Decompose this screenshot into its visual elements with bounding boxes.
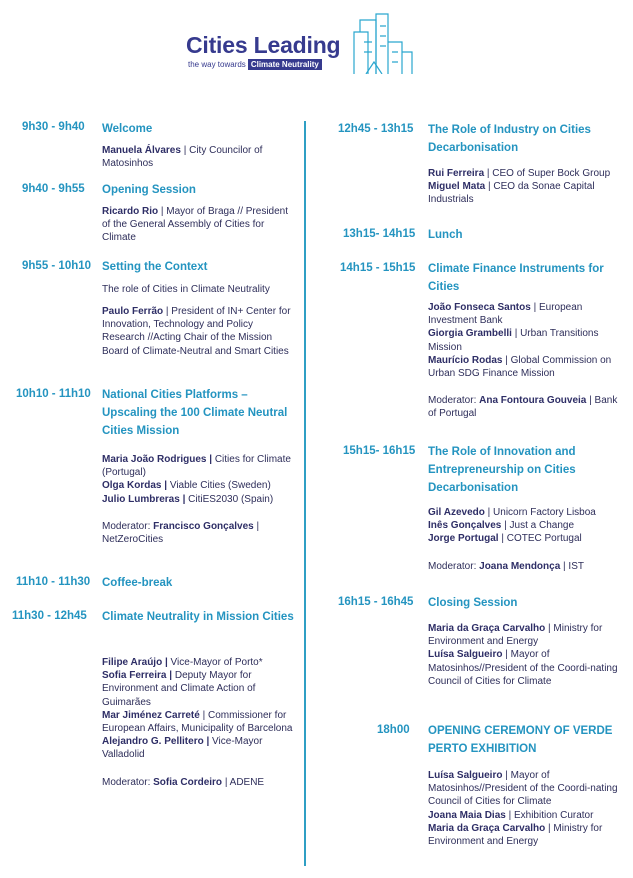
speaker-role: | COTEC Portugal — [498, 533, 582, 545]
speaker-role: | Commissioner for European Affairs, Municipality of Barcelona — [102, 709, 293, 735]
column-divider — [304, 121, 306, 866]
session-title: Closing Session — [428, 597, 518, 609]
speaker-role: | Just a Change — [501, 520, 575, 532]
session-speakers — [102, 144, 292, 170]
speaker-name: Julio Lumbreras | — [102, 493, 186, 505]
session-speakers — [428, 167, 628, 207]
moderator-label: Moderator: — [428, 560, 480, 572]
speaker-name: Maria João Rodrigues | — [102, 454, 213, 465]
speaker-role: | Mayor of Matosinhos//President of the Coordi-nating Council of Cities for Climate — [428, 770, 618, 808]
session-title: Setting the Context — [102, 261, 208, 273]
session-time: 13h15- 14h15 — [343, 228, 416, 240]
speaker-role: | Mayor of Braga // President of the General Assembly of Cities for Climate — [102, 206, 289, 244]
session-title: National Cities Platforms – Upscaling the 100 Climate Neutral Cities Mission — [102, 389, 288, 437]
speaker-role: | Exhibition Curator — [505, 809, 594, 821]
skyline-logo-icon — [346, 12, 416, 74]
session-speakers — [102, 305, 297, 358]
header-logo — [186, 12, 426, 82]
speaker-name: Maurício Rodas — [428, 354, 503, 366]
speaker-name: Luísa Salgueiro — [428, 770, 503, 781]
session-title: Opening Session — [102, 184, 196, 196]
session-speakers — [428, 301, 623, 421]
session-title: Climate Finance Instruments for Cities — [428, 263, 604, 293]
session-time: 12h45 - 13h15 — [338, 123, 414, 135]
session-speakers — [102, 205, 292, 245]
speaker-name: Gil Azevedo — [428, 507, 485, 518]
speaker-role: | CEO da Sonae Capital Industrials — [428, 181, 595, 206]
session-time: 10h10 - 11h10 — [16, 388, 91, 400]
speaker-role: | ADENE — [222, 776, 265, 788]
session-speakers — [428, 622, 628, 688]
speaker-role: | President of IN+ Center for Innovation, Technology and Policy Research //Acting Chair of the Mission Board of Climate-Neutral and Smart Cities — [102, 306, 291, 357]
speaker-name: Manuela Álvares — [102, 145, 181, 156]
speaker-name: Joana Mendonça — [479, 560, 561, 572]
logo-subtitle — [188, 60, 322, 69]
session-speakers — [102, 656, 297, 789]
session-time: 11h30 - 12h45 — [12, 610, 87, 622]
session-time: 9h30 - 9h40 — [22, 121, 85, 133]
speaker-name: Ana Fontoura Gouveia — [479, 395, 587, 407]
speaker-name: Sofia Cordeiro — [153, 776, 223, 788]
speaker-name: Luísa Salgueiro — [428, 649, 503, 661]
speaker-role: | Urban Transitions Mission — [428, 328, 599, 353]
moderator-label: Moderator: — [102, 520, 154, 532]
speaker-name: Maria da Graça Carvalho — [428, 623, 546, 634]
session-title: The Role of Industry on Cities Decarbonisation — [428, 124, 591, 154]
speaker-name: Sofia Ferreira | — [102, 670, 173, 682]
session-title: Coffee-break — [102, 577, 173, 589]
logo-subtitle-boxed: Climate Neutrality — [248, 59, 322, 70]
session-time: 9h55 - 10h10 — [22, 260, 92, 272]
speaker-name: Filipe Araújo | — [102, 657, 168, 668]
speaker-name: Inês Gonçalves — [428, 520, 502, 532]
speaker-role: | NetZeroCities — [102, 520, 260, 546]
session-speakers — [102, 453, 297, 546]
session-time: 16h15 - 16h45 — [338, 596, 414, 608]
session-title: The Role of Innovation and Entrepreneurship on Cities Decarbonisation — [428, 446, 576, 494]
speaker-name: Ricardo Rio — [102, 206, 159, 217]
session-title: Lunch — [428, 229, 463, 241]
speaker-role: Deputy Mayor for Environment and Climate Action of Guimarães — [102, 670, 256, 708]
session-speakers — [428, 769, 628, 848]
moderator-label: Moderator: — [102, 776, 154, 788]
speaker-role: | Ministry for Environment and Energy — [428, 822, 603, 848]
speaker-role: | Ministry for Environment and Energy — [428, 623, 603, 648]
session-subtitle: The role of Cities in Climate Neutrality — [102, 284, 270, 295]
session-title: Climate Neutrality in Mission Cities — [102, 611, 294, 623]
speaker-name: Miguel Mata — [428, 181, 486, 193]
speaker-name: Jorge Portugal — [428, 533, 499, 545]
session-time: 11h10 - 11h30 — [16, 576, 91, 588]
session-time: 15h15- 16h15 — [343, 445, 416, 457]
speaker-name: Giorgia Grambelli — [428, 328, 512, 340]
speaker-role: CitiES2030 (Spain) — [185, 493, 274, 505]
speaker-role: Cities for Climate (Portugal) — [102, 454, 291, 479]
speaker-name: Rui Ferreira — [428, 168, 485, 179]
speaker-role: | Bank of Portugal — [428, 395, 618, 420]
moderator-label: Moderator: — [428, 395, 480, 407]
session-time: 9h40 - 9h55 — [22, 183, 85, 195]
speaker-role: | Unicorn Factory Lisboa — [484, 507, 596, 518]
speaker-name: Maria da Graça Carvalho — [428, 822, 546, 834]
logo-title: Cities Leading — [186, 32, 341, 58]
speaker-name: Olga Kordas | — [102, 480, 168, 492]
speaker-role: | Global Commission on Urban SDG Finance Mission — [428, 354, 612, 380]
session-speakers — [428, 506, 628, 573]
speaker-name: Paulo Ferrão — [102, 306, 164, 317]
speaker-name: Alejandro G. Pellitero | — [102, 736, 210, 748]
speaker-name: Joana Maia Dias — [428, 809, 506, 821]
speaker-role: Vice-Mayor of Porto* — [167, 657, 263, 668]
speaker-role: | Mayor of Matosinhos//President of the Coordi-nating Council of Cities for Climate — [428, 649, 618, 687]
speaker-role: | CEO of Super Bock Group — [484, 168, 611, 179]
speaker-role: | European Investment Bank — [428, 302, 583, 327]
speaker-name: Mar Jiménez Carreté — [102, 709, 200, 721]
session-time: 14h15 - 15h15 — [340, 262, 416, 274]
speaker-role: Viable Cities (Sweden) — [167, 480, 271, 492]
speaker-role: | IST — [560, 560, 584, 572]
speaker-name: Francisco Gonçalves — [153, 520, 254, 532]
speaker-role: | City Councilor of Matosinhos — [102, 145, 263, 170]
logo-subtitle-prefix: the way towards — [188, 60, 246, 69]
session-title: OPENING CEREMONY OF VERDE PERTO EXHIBITION — [428, 725, 613, 755]
session-title: Welcome — [102, 123, 153, 135]
speaker-role: Vice-Mayor Valladolid — [102, 736, 263, 761]
speaker-name: João Fonseca Santos — [428, 302, 531, 313]
session-time: 18h00 — [377, 724, 410, 736]
